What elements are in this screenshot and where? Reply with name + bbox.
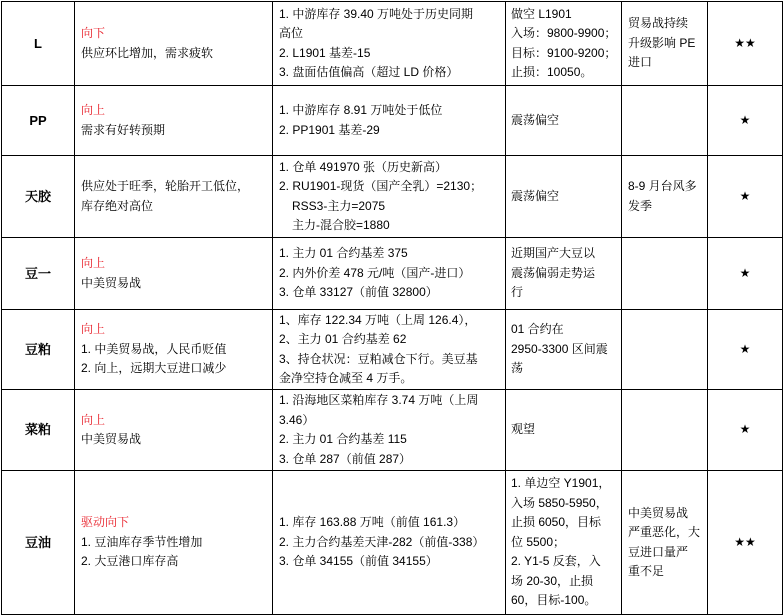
rating-cell <box>708 471 783 615</box>
reason-line: 中美贸易战 <box>81 432 142 446</box>
risk-cell <box>622 310 708 390</box>
risk-cell <box>622 390 708 471</box>
strategy-line: 目标：9100-9200； <box>511 45 617 60</box>
strategy-cell <box>506 310 622 390</box>
reason-line: 需求有好转预期 <box>81 122 166 137</box>
strategy-line: 止损：10050。 <box>511 65 593 79</box>
data-point-line: 3. 仓单 287（前值 287） <box>279 451 412 466</box>
data-point-line: 主力-混合胶=1880 <box>292 218 390 232</box>
risk-line: 重不足 <box>628 564 665 578</box>
direction-reason-cell <box>75 390 273 471</box>
strategy-line: 60，目标-100。 <box>511 593 597 608</box>
risk-cell <box>622 86 708 156</box>
data-point-line: 1. 中游库存 8.91 万吨处于低位 <box>279 103 443 117</box>
rating-cell <box>708 310 783 390</box>
strategy-line: 止损 6050，目标 <box>511 515 602 530</box>
product-cell <box>2 156 75 238</box>
data-points-cell <box>273 238 506 310</box>
data-point-line: RSS3-主力=2075 <box>292 198 386 213</box>
risk-line: 8-9 月台风多 <box>628 179 697 193</box>
direction-reason-cell <box>75 238 273 310</box>
data-point-line: 2. L1901 基差-15 <box>279 45 371 60</box>
data-point-line: 2. RU1901-现货（国产全乳）=2130； <box>279 179 483 193</box>
risk-line: 进口 <box>628 55 653 70</box>
reason-line: 2. 大豆港口库存高 <box>81 554 179 569</box>
strategy-line: 近期国产大豆以 <box>511 246 596 261</box>
strategy-line: 入场 5850-5950， <box>511 495 608 510</box>
data-points-cell <box>273 390 506 471</box>
risk-cell <box>622 156 708 238</box>
direction-reason-cell <box>75 156 273 238</box>
data-point-line: 2. PP1901 基差-29 <box>279 122 380 137</box>
product-cell <box>2 238 75 310</box>
data-point-line: 1. 库存 163.88 万吨（前值 161.3） <box>279 515 466 530</box>
risk-cell <box>622 238 708 310</box>
rating-stars: ★ <box>739 341 751 356</box>
strategy-line: 观望 <box>511 422 536 437</box>
direction-label: 向上 <box>81 103 106 117</box>
product-name: 豆一 <box>24 265 51 281</box>
data-points-cell <box>273 86 506 156</box>
product-cell <box>2 310 75 390</box>
direction-label: 向上 <box>81 412 106 427</box>
rating-cell <box>708 390 783 471</box>
risk-line: 中美贸易战 <box>628 505 689 520</box>
data-points-cell <box>273 310 506 390</box>
data-point-line: 1、库存 122.34 万吨（上周 126.4）， <box>279 312 477 327</box>
data-point-line: 2. 主力 01 合约基差 115 <box>279 432 407 446</box>
rating-cell <box>708 86 783 156</box>
risk-line: 升级影响 PE <box>628 35 696 50</box>
strategy-line: 1. 单边空 Y1901， <box>511 476 611 491</box>
rating-stars: ★★ <box>734 35 756 50</box>
strategy-line: 2. Y1-5 反套，入 <box>511 554 601 569</box>
product-name: PP <box>29 112 47 128</box>
data-point-line: 1. 仓单 491970 张（历史新高） <box>279 159 448 174</box>
data-point-line: 1. 沿海地区菜粕库存 3.74 万吨（上周 <box>279 393 479 407</box>
direction-reason-cell <box>75 471 273 615</box>
rating-stars: ★ <box>739 422 751 437</box>
data-point-line: 2. 主力合约基差天津-282（前值-338） <box>279 534 485 549</box>
risk-line: 发季 <box>628 198 653 213</box>
rating-cell <box>708 156 783 238</box>
data-points-cell <box>273 471 506 615</box>
risk-line: 豆进口量严 <box>628 544 689 559</box>
rating-stars: ★★ <box>734 534 756 549</box>
strategy-line: 荡 <box>511 361 524 376</box>
rating-stars: ★ <box>739 112 751 127</box>
strategy-line: 震荡偏空 <box>511 112 560 127</box>
strategy-cell <box>506 390 622 471</box>
reason-line: 供应处于旺季，轮胎开工低位， <box>81 179 250 193</box>
reason-line: 供应环比增加，需求疲软 <box>81 45 214 60</box>
direction-reason-cell <box>75 86 273 156</box>
product-name: L <box>34 35 42 51</box>
product-cell <box>2 2 75 86</box>
strategy-cell <box>506 238 622 310</box>
reason-line: 2. 向上，远期大豆进口减少 <box>81 361 227 376</box>
data-point-line: 1. 中游库存 39.40 万吨处于历史同期 <box>279 6 474 21</box>
reason-line: 库存绝对高位 <box>81 198 154 213</box>
product-name: 菜粕 <box>24 422 51 438</box>
strategy-line: 01 合约在 <box>511 322 564 337</box>
data-point-line: 2. 内外价差 478 元/吨（国产-进口） <box>279 265 471 280</box>
data-point-line: 3.46） <box>279 412 315 427</box>
data-point-line: 3. 仓单 33127（前值 32800） <box>279 285 438 300</box>
product-cell <box>2 86 75 156</box>
futures-strategy-table <box>1 1 783 615</box>
product-name: 豆粕 <box>24 341 51 357</box>
direction-label: 驱动向下 <box>81 515 130 530</box>
rating-cell <box>708 2 783 86</box>
direction-reason-cell <box>75 2 273 86</box>
strategy-line: 做空 L1901 <box>511 6 572 21</box>
direction-label: 向上 <box>81 322 106 337</box>
product-cell <box>2 390 75 471</box>
strategy-line: 入场：9800-9900； <box>511 26 617 40</box>
data-points-cell <box>273 2 506 86</box>
risk-line: 严重恶化，大 <box>628 525 701 539</box>
risk-line: 贸易战持续 <box>628 16 689 31</box>
data-point-line: 3. 盘面估值偏高（超过 LD 价格） <box>279 65 459 79</box>
risk-cell <box>622 2 708 86</box>
rating-stars: ★ <box>739 188 751 203</box>
direction-reason-cell <box>75 310 273 390</box>
strategy-cell <box>506 471 622 615</box>
strategy-line: 震荡偏空 <box>511 188 560 203</box>
data-point-line: 2、主力 01 合约基差 62 <box>279 332 407 346</box>
product-cell <box>2 471 75 615</box>
strategy-line: 震荡偏弱走势运 <box>511 265 596 280</box>
rating-cell <box>708 238 783 310</box>
data-point-line: 高位 <box>279 26 304 40</box>
data-point-line: 金净空持仓减至 4 万手。 <box>279 371 413 385</box>
strategy-line: 行 <box>511 285 524 300</box>
strategy-line: 位 5500； <box>511 534 566 549</box>
strategy-cell <box>506 86 622 156</box>
strategy-cell <box>506 2 622 86</box>
product-name: 天胶 <box>24 188 51 204</box>
strategy-cell <box>506 156 622 238</box>
reason-line: 1. 中美贸易战，人民币贬值 <box>81 341 227 356</box>
risk-cell <box>622 471 708 615</box>
data-points-cell <box>273 156 506 238</box>
reason-line: 1. 豆油库存季节性增加 <box>81 534 203 549</box>
product-name: 豆油 <box>24 534 51 550</box>
data-point-line: 3、持仓状况：豆粕减仓下行。美豆基 <box>279 351 478 366</box>
rating-stars: ★ <box>739 265 751 280</box>
reason-line: 中美贸易战 <box>81 275 142 290</box>
strategy-line: 2950-3300 区间震 <box>511 341 608 356</box>
data-point-line: 3. 仓单 34155（前值 34155） <box>279 554 438 569</box>
strategy-line: 场 20-30，止损 <box>511 573 594 588</box>
direction-label: 向下 <box>81 26 106 40</box>
data-point-line: 1. 主力 01 合约基差 375 <box>279 246 408 261</box>
direction-label: 向上 <box>81 256 106 270</box>
